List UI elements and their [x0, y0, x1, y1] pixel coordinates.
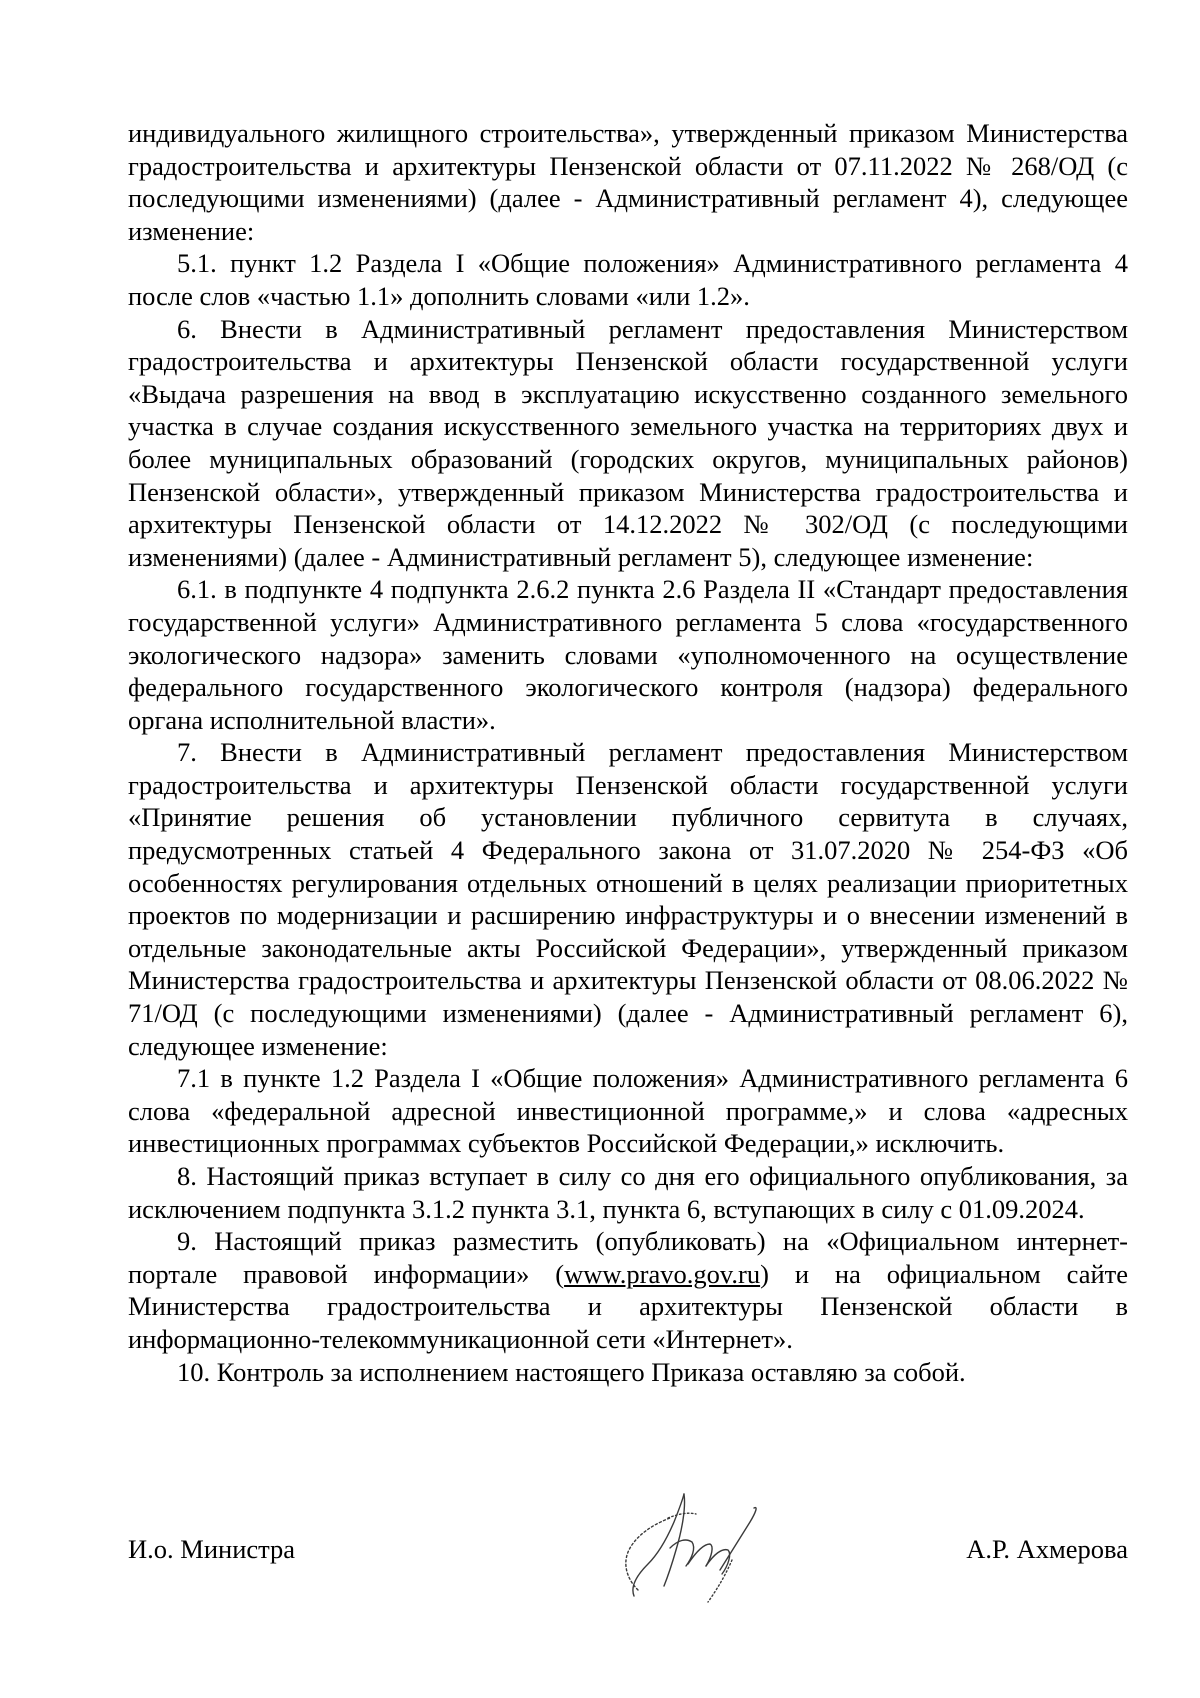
paragraph: [128, 117, 1128, 247]
signatory-name: А.Р. Ахмерова: [966, 1534, 1128, 1564]
paragraph-text: ) и на официальном сайте Министерства градостроительства и архитектуры Пензенской области в информационно-телекоммуникационной сети «Интернет».: [128, 1258, 1128, 1354]
paragraph-text: 6.1. в подпункте 4 подпункта 2.6.2 пункта 2.6 Раздела II «Стандарт предоставления государственной услуги» Административного регламента 5 слова «государственного экологического надзора» заменить словами «уполномоченного на осуществление федерального государственного экологического контроля (надзора) федерального органа исполнительной власти».: [128, 574, 1128, 735]
paragraph: [128, 1225, 1128, 1355]
paragraph: [128, 247, 1128, 312]
paragraph: [128, 1160, 1128, 1225]
position-title: И.о. Министра: [128, 1534, 296, 1564]
paragraph-text: индивидуального жилищного строительства», утвержденный приказом Министерства градостроительства и архитектуры Пензенской области от 07.11.2022 № 268/ОД (с последующими изменениями) (далее - Административный регламент 4), следующее изменение:: [128, 118, 1128, 246]
paragraph-text: 5.1. пункт 1.2 Раздела I «Общие положения» Административного регламента 4 после слов «частью 1.1» дополнить словами «или 1.2».: [128, 248, 1128, 311]
paragraph: [128, 1356, 1128, 1389]
paragraph-text: 8. Настоящий приказ вступает в силу со дня его официального опубликования, за исключением подпункта 3.1.2 пункта 3.1, пункта 6, вступающих в силу с 01.09.2024.: [128, 1161, 1128, 1224]
paragraph-text: 6. Внести в Административный регламент предоставления Министерством градостроительства и архитектуры Пензенской области государственной услуги «Выдача разрешения на ввод в эксплуатацию искусственно созданного земельного участка в случае создания искусственного земельного участка на территориях двух и более муниципальных образований (городских округов, муниципальных районов) Пензенской области», утвержденный приказом Министерства градостроительства и архитектуры Пензенской области от 14.12.2022 № 302/ОД (с последующими изменениями) (далее - Административный регламент 5), следующее изменение:: [128, 313, 1128, 572]
paragraph: [128, 313, 1128, 574]
paragraph-text: 7.1 в пункте 1.2 Раздела I «Общие положения» Административного регламента 6 слова «федеральной адресной инвестиционной программе,» и слова «адресных инвестиционных программах субъектов Российской Федерации,» исключить.: [128, 1063, 1128, 1159]
handwritten-signature: [608, 1478, 768, 1608]
paragraph: [128, 1062, 1128, 1160]
paragraph-text: 10. Контроль за исполнением настоящего Приказа оставляю за собой.: [177, 1356, 966, 1387]
paragraph-text: 9. Настоящий приказ разместить (опубликовать) на «Официальном интернет-портале правовой информации» (: [128, 1226, 1128, 1289]
paragraph: [128, 573, 1128, 736]
paragraph-text: 7. Внести в Административный регламент предоставления Министерством градостроительства и архитектуры Пензенской области государственной услуги «Принятие решения об установлении публичного сервитута в случаях, предусмотренных статьей 4 Федерального закона от 31.07.2020 № 254-ФЗ «Об особенностях регулирования отдельных отношений в целях реализации приоритетных проектов по модернизации и расширению инфраструктуры и о внесении изменений в отдельные законодательные акты Российской Федерации», утвержденный приказом Министерства градостроительства и архитектуры Пензенской области от 08.06.2022 № 71/ОД (с последующими изменениями) (далее - Административный регламент 6), следующее изменение:: [128, 737, 1128, 1061]
pravo-gov-link[interactable]: www.pravo.gov.ru: [564, 1258, 761, 1289]
paragraph: [128, 736, 1128, 1062]
document-body: [128, 117, 1128, 1388]
